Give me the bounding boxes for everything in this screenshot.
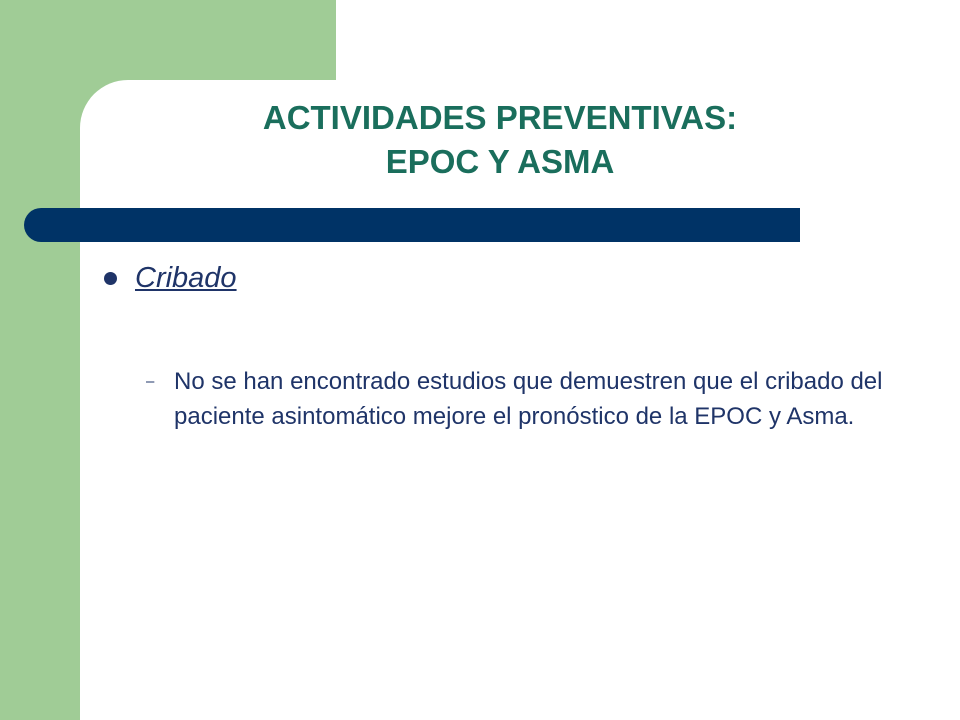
bullet-dot-icon [104,272,117,285]
slide-title [140,96,860,184]
sub-bullet-item [146,364,886,434]
bullet-item [104,258,237,298]
slide-title-line2: EPOC Y ASMA [385,143,615,180]
green-decoration-strip [0,0,80,720]
sub-bullet-dash-icon: – [146,373,155,390]
slide-title-line1: ACTIVIDADES PREVENTIVAS: [262,99,738,136]
bullet-link-cribado[interactable]: Cribado [135,262,237,294]
title-divider-bar [24,208,800,242]
sub-bullet-text: No se han encontrado estudios que demuestren que el cribado del paciente asintomático mejore el pronóstico de la EPOC y Asma. [174,368,883,430]
